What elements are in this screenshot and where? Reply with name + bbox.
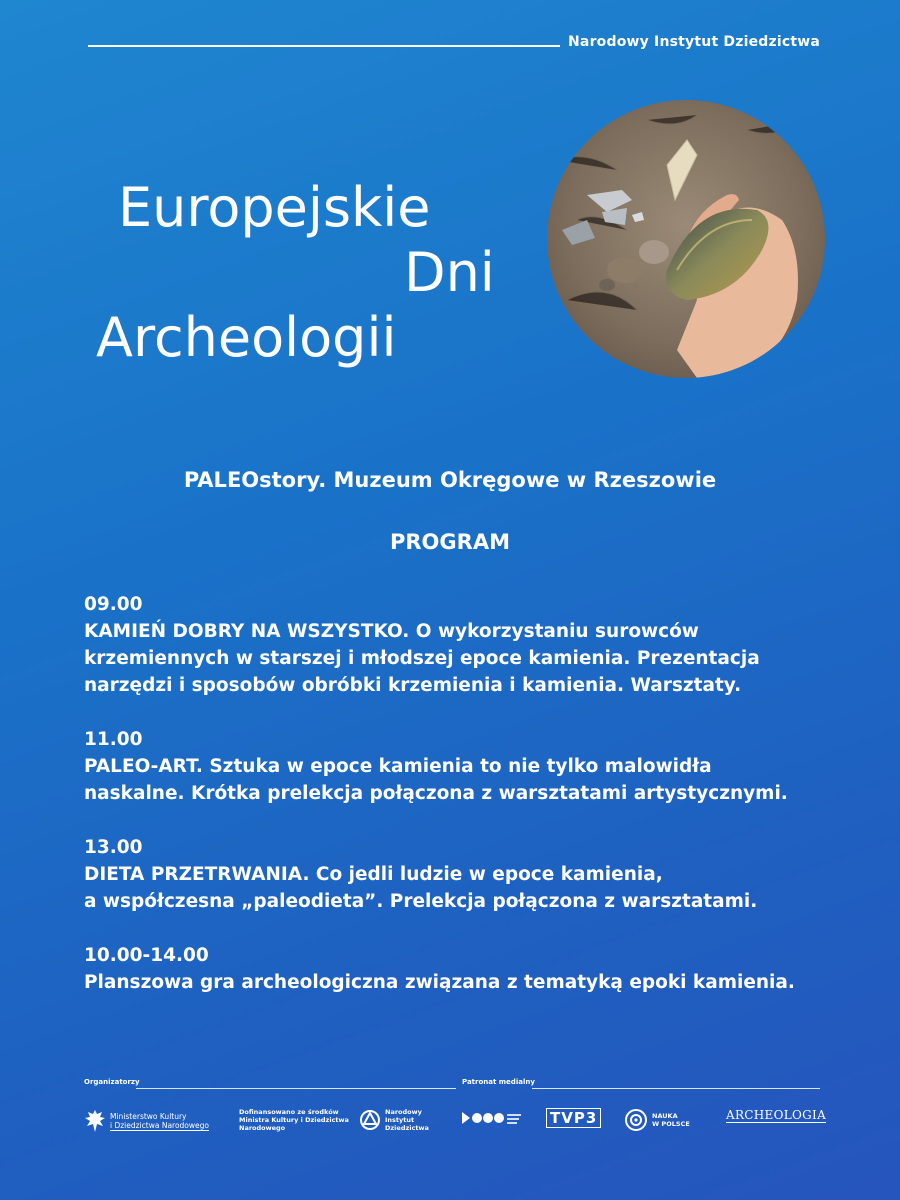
title-line-1: Europejskie (118, 176, 431, 239)
nauka-w-polsce-logo (624, 1108, 690, 1132)
event-time: 11.00 (84, 729, 143, 750)
archeologia-text: ARCHEOLOGIA (726, 1108, 827, 1122)
funding-text: Dofinansowano ze środków Ministra Kultury i Dziedzictwa Narodowego (239, 1108, 349, 1132)
ministry-logo-text: Ministerstwo Kultury i Dziedzictwa Narodowego (110, 1111, 209, 1130)
event-description: DIETA PRZETRWANIA. Co jedli ludzie w epoce kamienia, a współczesna „paleodieta”. Prelekcja połączona z warsztatami. (84, 864, 758, 912)
event-description: PALEO-ART. Sztuka w epoce kamienia to nie tylko malowidła naskalne. Krótka prelekcja połączona z warsztatami artystycznymi. (84, 756, 788, 804)
nauka-circle-icon (624, 1108, 648, 1132)
radio-circles-icon (462, 1108, 522, 1128)
event-time: 13.00 (84, 837, 143, 858)
organizers-label: Organizatorzy (84, 1078, 140, 1086)
tvp3-text: TVP3 (546, 1108, 601, 1128)
nauka-text: NAUKA W POLSCE (652, 1112, 690, 1128)
nid-logo-text: Narodowy Instytut Dziedzictwa (385, 1108, 429, 1132)
organizers-line (136, 1088, 456, 1089)
patronage-label: Patronat medialny (462, 1078, 535, 1086)
ministry-logo (84, 1108, 209, 1134)
eagle-emblem-icon (84, 1108, 106, 1134)
nid-logo (359, 1108, 429, 1132)
event-time: 10.00-14.00 (84, 945, 209, 966)
polish-radio-logo (462, 1108, 522, 1128)
event-description: Planszowa gra archeologiczna związana z tematyką epoki kamienia. (84, 972, 795, 993)
archeologia-logo (726, 1108, 826, 1123)
title-line-3: Archeologii (96, 306, 397, 369)
program-item (84, 942, 844, 996)
tvp3-logo (546, 1108, 601, 1128)
program-item (84, 834, 844, 915)
program-item (84, 726, 844, 807)
footer (84, 1078, 827, 1148)
patronage-line (532, 1088, 820, 1089)
stone-tools-illustration (547, 100, 825, 378)
funding-note (239, 1108, 349, 1132)
program-heading: PROGRAM (390, 530, 510, 554)
program-list (84, 591, 844, 1023)
header-divider-line (88, 45, 560, 47)
organization-name: Narodowy Instytut Dziedzictwa (568, 34, 821, 50)
nid-knot-icon (359, 1109, 381, 1131)
venue-heading: PALEOstory. Muzeum Okręgowe w Rzeszowie (183, 468, 717, 492)
event-description: KAMIEŃ DOBRY NA WSZYSTKO. O wykorzystaniu surowców krzemiennych w starszej i młodszej epoce kamienia. Prezentacja narzędzi i sposobów obróbki krzemienia i kamienia. Warsztaty. (84, 621, 760, 696)
event-time: 09.00 (84, 594, 143, 615)
program-item (84, 591, 844, 699)
stone-tools-photo (547, 100, 825, 378)
title-line-2: Dni (404, 241, 495, 304)
